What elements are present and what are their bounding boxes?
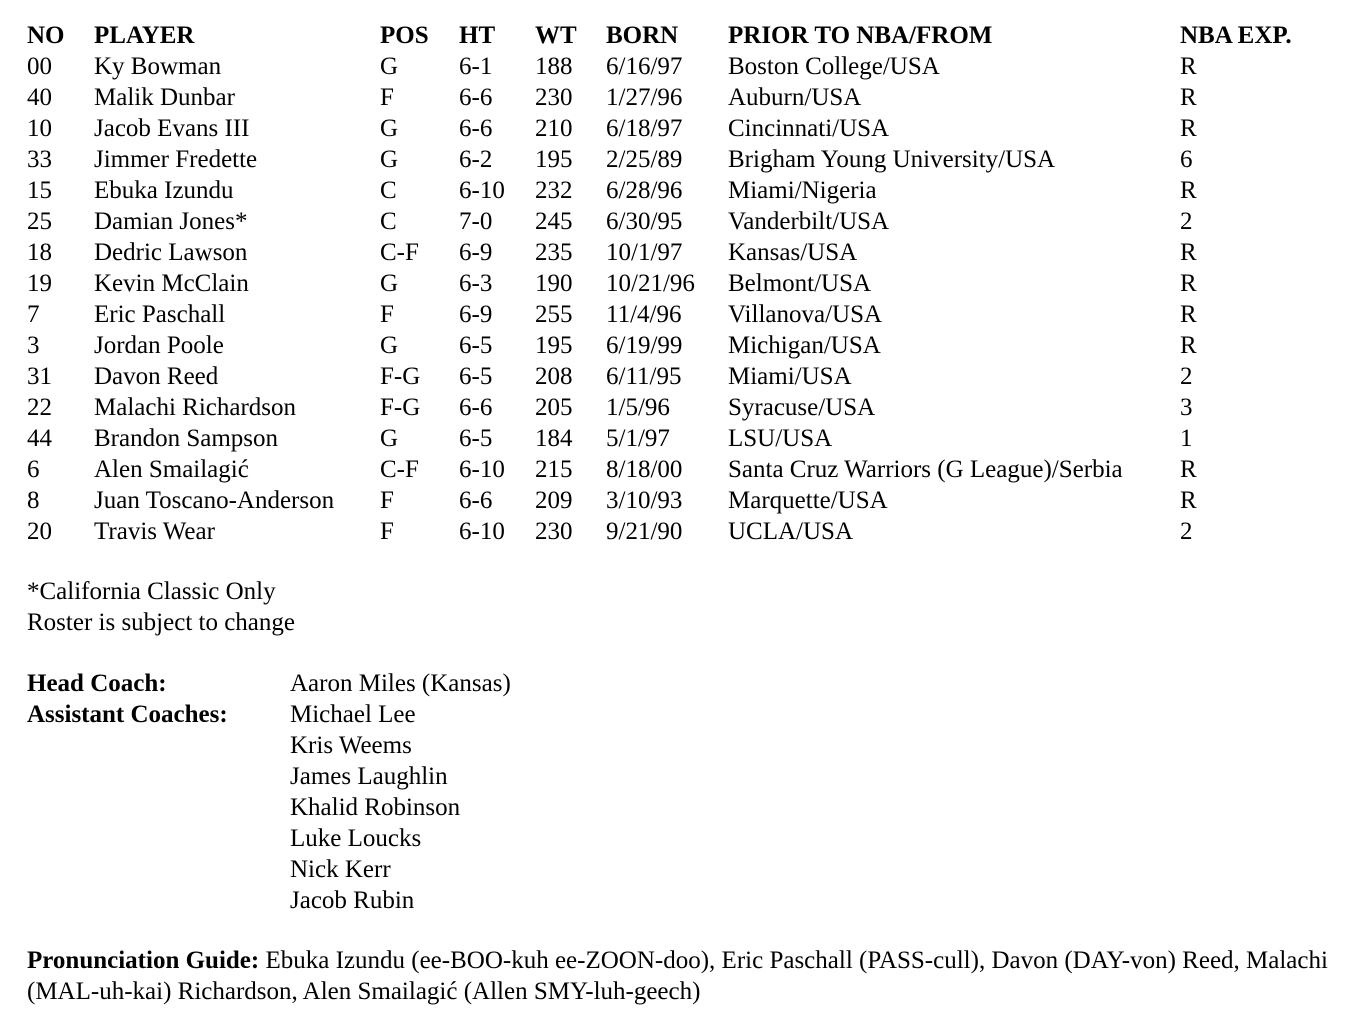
player-position: F [380, 84, 394, 111]
assistant-coach-name: Jacob Rubin [290, 887, 415, 914]
assistant-coach-name: Luke Loucks [290, 825, 422, 852]
player-born: 10/21/96 [606, 270, 695, 297]
player-number: 20 [27, 518, 52, 545]
assistant-coach-name: James Laughlin [290, 763, 448, 790]
player-prior: Miami/USA [728, 363, 852, 390]
pronunciation-guide [27, 945, 1347, 1007]
player-born: 6/18/97 [606, 115, 683, 142]
player-weight: 235 [535, 239, 573, 266]
pronunciation-text: Ebuka Izundu (ee-BOO-kuh ee-ZOON-doo), Eric Paschall (PASS-cull), Davon (DAY-von) Reed, Malachi (MAL-uh-kai) Richardson, Alen Smailagić (Allen SMY-luh-geech) [27, 947, 1328, 1005]
player-born: 10/1/97 [606, 239, 683, 266]
player-height: 6-6 [459, 394, 493, 421]
player-position: G [380, 146, 399, 173]
player-height: 6-6 [459, 115, 493, 142]
player-number: 6 [27, 456, 40, 483]
header-player: PLAYER [94, 22, 195, 49]
player-name: Malachi Richardson [94, 394, 297, 421]
player-prior: Villanova/USA [728, 301, 883, 328]
player-position: G [380, 270, 399, 297]
player-experience: R [1180, 53, 1197, 80]
player-experience: 2 [1180, 363, 1193, 390]
player-height: 6-3 [459, 270, 493, 297]
assistant-coach-name: Khalid Robinson [290, 794, 461, 821]
player-number: 3 [27, 332, 40, 359]
player-height: 6-6 [459, 84, 493, 111]
player-position: G [380, 53, 399, 80]
player-position: C-F [380, 456, 419, 483]
player-position: G [380, 332, 399, 359]
player-height: 6-5 [459, 363, 493, 390]
player-weight: 190 [535, 270, 573, 297]
player-born: 9/21/90 [606, 518, 683, 545]
player-prior: Kansas/USA [728, 239, 858, 266]
player-position: C-F [380, 239, 419, 266]
player-born: 1/5/96 [606, 394, 670, 421]
player-number: 40 [27, 84, 52, 111]
player-experience: R [1180, 270, 1197, 297]
player-position: F [380, 301, 394, 328]
player-name: Kevin McClain [94, 270, 249, 297]
assistant-coach-name: Michael Lee [290, 701, 416, 728]
roster-notes [27, 576, 295, 638]
player-prior: Brigham Young University/USA [728, 146, 1056, 173]
player-weight: 230 [535, 518, 573, 545]
player-weight: 255 [535, 301, 573, 328]
head-coach-label: Head Coach: [27, 670, 167, 697]
player-number: 7 [27, 301, 40, 328]
player-position: F [380, 518, 394, 545]
player-experience: R [1180, 84, 1197, 111]
player-weight: 184 [535, 425, 573, 452]
player-name: Eric Paschall [94, 301, 226, 328]
player-position: F-G [380, 363, 421, 390]
player-prior: Marquette/USA [728, 487, 888, 514]
player-number: 44 [27, 425, 52, 452]
player-name: Travis Wear [94, 518, 215, 545]
player-experience: R [1180, 301, 1197, 328]
player-number: 18 [27, 239, 52, 266]
player-born: 6/16/97 [606, 53, 683, 80]
player-experience: 6 [1180, 146, 1193, 173]
player-number: 22 [27, 394, 52, 421]
player-name: Ebuka Izundu [94, 177, 234, 204]
player-position: G [380, 115, 399, 142]
player-height: 6-9 [459, 301, 493, 328]
player-experience: R [1180, 115, 1197, 142]
player-born: 6/11/95 [606, 363, 682, 390]
player-height: 6-9 [459, 239, 493, 266]
player-height: 6-6 [459, 487, 493, 514]
player-prior: Cincinnati/USA [728, 115, 890, 142]
player-position: C [380, 208, 397, 235]
player-number: 33 [27, 146, 52, 173]
player-name: Jacob Evans III [94, 115, 250, 142]
player-name: Alen Smailagić [94, 456, 249, 483]
player-height: 6-5 [459, 425, 493, 452]
header-pos: POS [380, 22, 429, 49]
player-experience: 3 [1180, 394, 1193, 421]
player-name: Jordan Poole [94, 332, 224, 359]
player-prior: Syracuse/USA [728, 394, 876, 421]
player-number: 10 [27, 115, 52, 142]
player-born: 6/19/99 [606, 332, 683, 359]
player-experience: 2 [1180, 208, 1193, 235]
player-born: 6/30/95 [606, 208, 683, 235]
player-weight: 230 [535, 84, 573, 111]
player-name: Malik Dunbar [94, 84, 235, 111]
player-name: Davon Reed [94, 363, 219, 390]
player-number: 19 [27, 270, 52, 297]
player-position: F [380, 487, 394, 514]
player-position: F-G [380, 394, 421, 421]
footnote: *California Classic Only [27, 578, 276, 605]
player-weight: 245 [535, 208, 573, 235]
assistant-coach-name: Kris Weems [290, 732, 412, 759]
player-experience: R [1180, 332, 1197, 359]
player-height: 6-10 [459, 456, 505, 483]
player-prior: Belmont/USA [728, 270, 872, 297]
player-weight: 210 [535, 115, 573, 142]
assistant-coaches-label: Assistant Coaches: [27, 701, 228, 728]
player-height: 6-1 [459, 53, 493, 80]
player-height: 7-0 [459, 208, 493, 235]
player-number: 8 [27, 487, 40, 514]
player-prior: UCLA/USA [728, 518, 854, 545]
header-no: NO [27, 22, 65, 49]
header-exp: NBA EXP. [1180, 22, 1292, 49]
player-weight: 188 [535, 53, 573, 80]
player-number: 31 [27, 363, 52, 390]
player-height: 6-10 [459, 177, 505, 204]
player-born: 6/28/96 [606, 177, 683, 204]
player-experience: 2 [1180, 518, 1193, 545]
player-position: C [380, 177, 397, 204]
player-weight: 208 [535, 363, 573, 390]
player-born: 1/27/96 [606, 84, 683, 111]
player-prior: Vanderbilt/USA [728, 208, 890, 235]
player-weight: 215 [535, 456, 573, 483]
player-number: 15 [27, 177, 52, 204]
player-name: Jimmer Fredette [94, 146, 258, 173]
player-weight: 195 [535, 332, 573, 359]
player-weight: 205 [535, 394, 573, 421]
assistant-coach-name: Nick Kerr [290, 856, 391, 883]
pronunciation-label: Pronunciation Guide: [27, 947, 260, 974]
player-experience: 1 [1180, 425, 1193, 452]
player-height: 6-10 [459, 518, 505, 545]
player-prior: Miami/Nigeria [728, 177, 877, 204]
player-prior: Michigan/USA [728, 332, 881, 359]
player-experience: R [1180, 487, 1197, 514]
player-weight: 232 [535, 177, 573, 204]
player-born: 8/18/00 [606, 456, 683, 483]
player-experience: R [1180, 456, 1197, 483]
header-prior: PRIOR TO NBA/FROM [728, 22, 993, 49]
player-name: Brandon Sampson [94, 425, 279, 452]
player-number: 25 [27, 208, 52, 235]
player-born: 11/4/96 [606, 301, 682, 328]
player-prior: Santa Cruz Warriors (G League)/Serbia [728, 456, 1123, 483]
player-weight: 195 [535, 146, 573, 173]
player-born: 2/25/89 [606, 146, 683, 173]
player-born: 3/10/93 [606, 487, 683, 514]
player-name: Juan Toscano-Anderson [94, 487, 335, 514]
header-wt: WT [535, 22, 577, 49]
player-height: 6-2 [459, 146, 493, 173]
player-position: G [380, 425, 399, 452]
player-height: 6-5 [459, 332, 493, 359]
player-name: Damian Jones* [94, 208, 248, 235]
header-ht: HT [459, 22, 496, 49]
player-experience: R [1180, 177, 1197, 204]
player-number: 00 [27, 53, 52, 80]
player-born: 5/1/97 [606, 425, 670, 452]
player-prior: Boston College/USA [728, 53, 940, 80]
player-prior: Auburn/USA [728, 84, 862, 111]
player-weight: 209 [535, 487, 573, 514]
player-experience: R [1180, 239, 1197, 266]
player-name: Dedric Lawson [94, 239, 248, 266]
player-prior: LSU/USA [728, 425, 833, 452]
head-coach-name: Aaron Miles (Kansas) [290, 670, 511, 697]
disclaimer: Roster is subject to change [27, 609, 295, 636]
player-name: Ky Bowman [94, 53, 222, 80]
header-born: BORN [606, 22, 679, 49]
